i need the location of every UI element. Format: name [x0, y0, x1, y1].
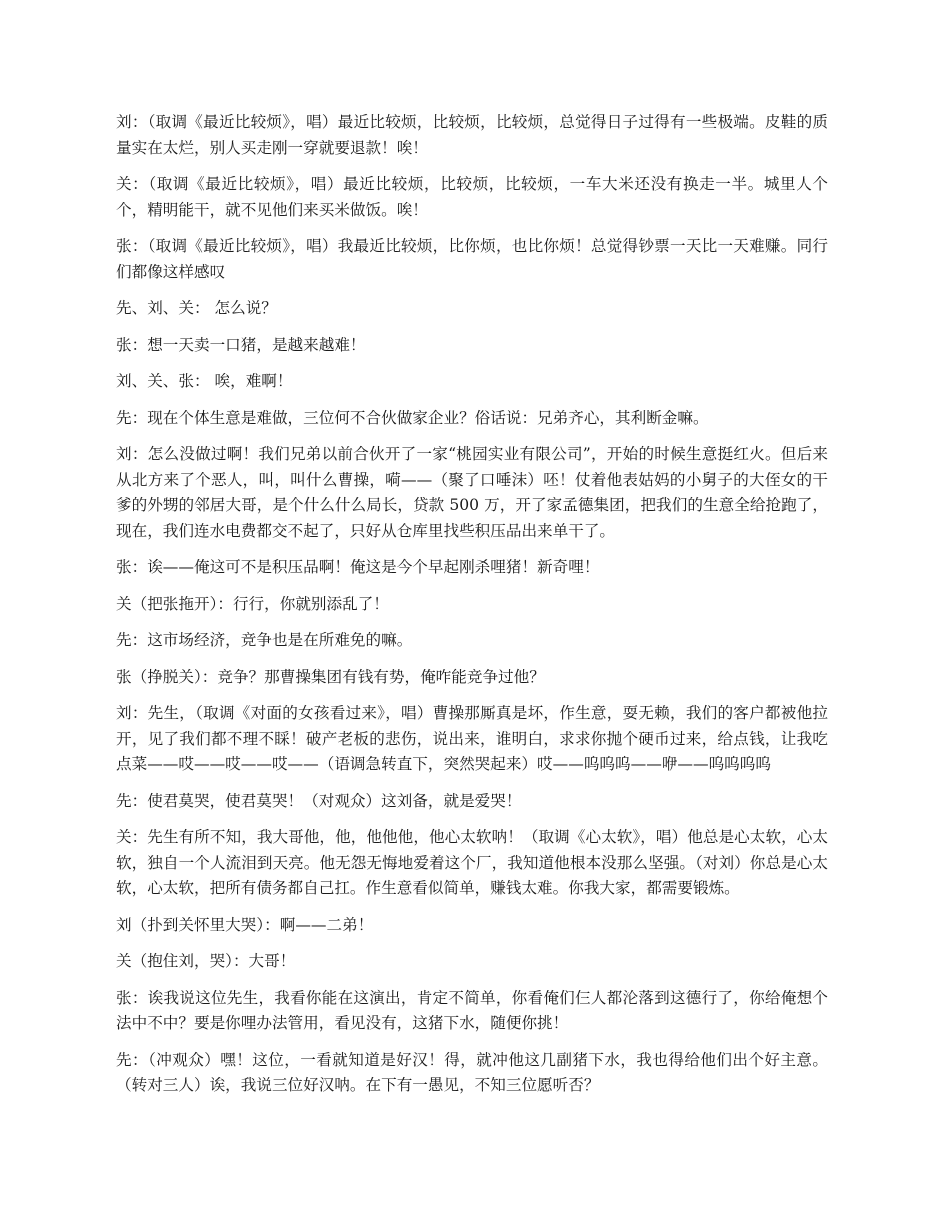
dialogue-paragraph: 刘：怎么没做过啊！我们兄弟以前合伙开了一家“桃园实业有限公司”，开始的时候生意挺红火。但后来从北方来了个恶人，叫，叫什么曹操，嗬——（聚了口唾沫）呸！仗着他表姑妈的小舅子的大侄女的干爹的外甥的邻居大哥，是个什么什么局长，贷款 500 万，开了家孟德集团，把我们的生意全给抢跑了，现在，我们连水电费都交不起了，只好从仓库里找些积压品出来单干了。	[116, 445, 828, 540]
dialogue-paragraph: 关（抱住刘，哭）：大哥！	[116, 952, 296, 970]
dialogue-paragraph: 先：这市场经济，竞争也是在所难免的嘛。	[116, 631, 413, 649]
dialogue-paragraph: 刘、关、张： 唉，难啊！	[116, 372, 293, 390]
dialogue-paragraph: 张（挣脱关）：竞争？那曹操集团有钱有势，俺咋能竞争过他？	[116, 667, 545, 686]
dialogue-paragraph: 关：先生有所不知，我大哥他，他，他他他，他心太软呐！（取调《心太软》，唱）他总是心太软，心太软，独自一个人流泪到天亮。他无怨无悔地爱着这个厂，我知道他根本没那么坚强。（对刘）你总是心太软，心太软，把所有债务都自己扛。作生意看似简单，赚钱太难。你我大家，都需要锻炼。	[116, 828, 828, 897]
dialogue-paragraph: 刘（扑到关怀里大哭）：啊——二弟！	[116, 915, 374, 934]
dialogue-paragraph: 张：（取调《最近比较烦》，唱）我最近比较烦，比你烦，也比你烦！总觉得钞票一天比一天难赚。同行们都像这样感叹	[116, 237, 828, 281]
dialogue-paragraph: 刘：先生，（取调《对面的女孩看过来》，唱）曹操那厮真是坏，作生意，耍无赖，我们的客户都被他拉开，见了我们都不理不睬！破产老板的悲伤，说出来，谁明白，求求你抛个硬币过来，给点钱，让我吃点菜——哎——哎——哎——（语调急转直下，突然哭起来）哎——呜呜呜——咿——呜呜呜呜	[116, 704, 828, 773]
dialogue-paragraph: 关：（取调《最近比较烦》，唱）最近比较烦，比较烦，比较烦，一车大米还没有换走一半。城里人个个，精明能干，就不见他们来买米做饭。唉！	[116, 175, 828, 219]
dialogue-paragraph: 先：使君莫哭，使君莫哭！（对观众）这刘备，就是爱哭！	[116, 791, 522, 810]
dialogue-paragraph: 刘：（取调《最近比较烦》，唱）最近比较烦，比较烦，比较烦，总觉得日子过得有一些极端。皮鞋的质量实在太烂，别人买走刚一穿就要退款！唉！	[116, 113, 828, 157]
dialogue-paragraph: 张：诶——俺这可不是积压品啊！俺这是今个早起刚杀哩猪！新奇哩！	[116, 558, 600, 576]
dialogue-paragraph: 张：诶我说这位先生，我看你能在这演出，肯定不简单，你看俺们仨人都沦落到这德行了，你给俺想个法中不中？要是你哩办法管用，看见没有，这猪下水，随便你挑！	[116, 988, 828, 1032]
dialogue-paragraph: 先、刘、关： 怎么说？	[116, 299, 277, 317]
dialogue-paragraph: 先：现在个体生意是难做，三位何不合伙做家企业？俗话说：兄弟齐心，其利断金嘛。	[116, 408, 709, 427]
script-document	[116, 110, 828, 1110]
dialogue-paragraph: 先：（冲观众）嘿！这位，一看就知道是好汉！得，就冲他这几副猪下水，我也得给他们出个好主意。（转对三人）诶，我说三位好汉呐。在下有一愚见，不知三位愿听否？	[116, 1050, 828, 1094]
dialogue-paragraph: 关（把张拖开）：行行，你就别添乱了！	[116, 594, 389, 613]
dialogue-paragraph: 张：想一天卖一口猪，是越来越难！	[116, 335, 366, 354]
